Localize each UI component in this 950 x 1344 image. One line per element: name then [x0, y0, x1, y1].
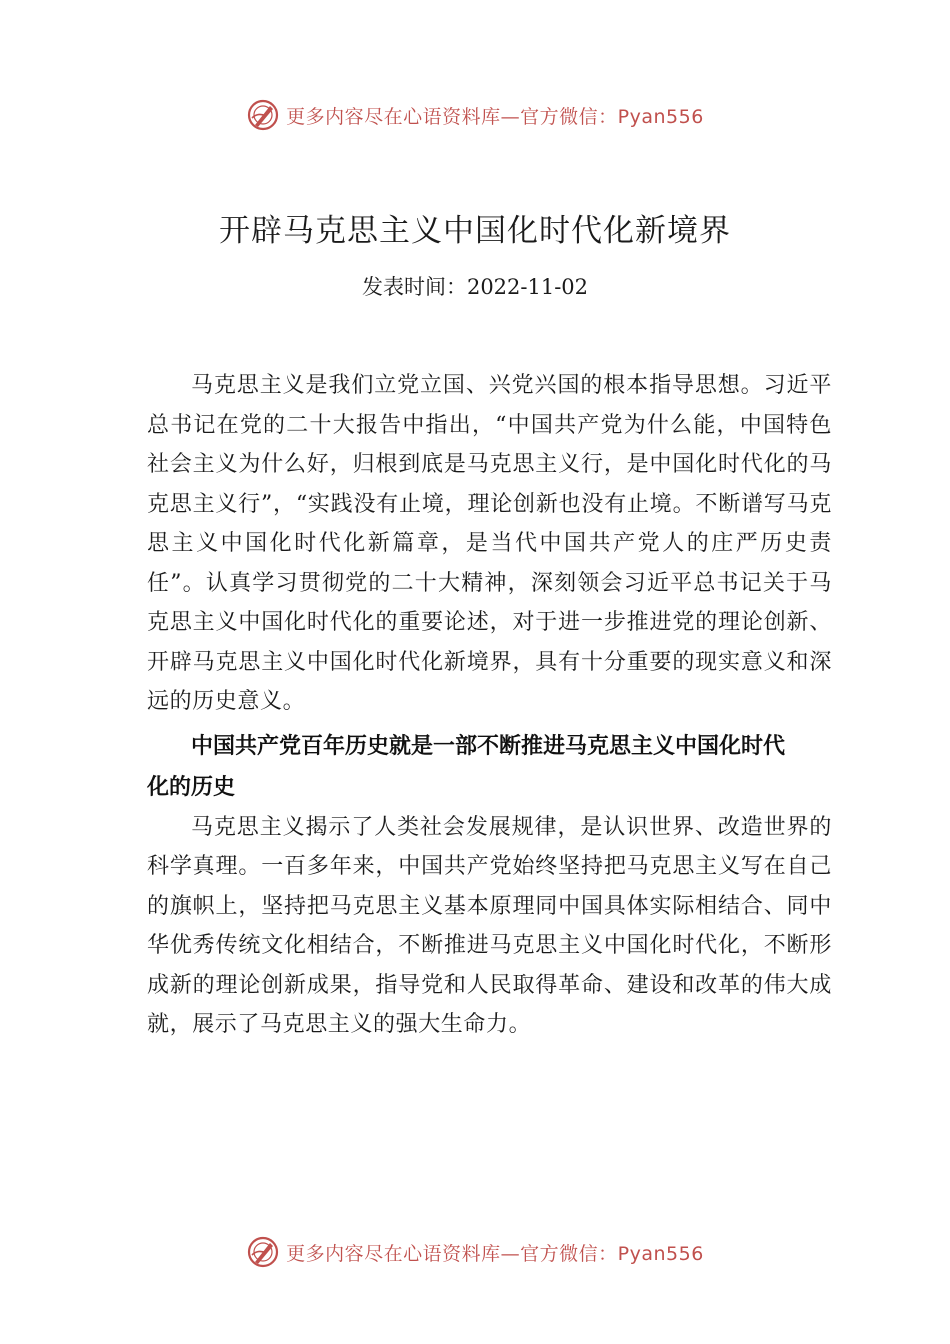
section-heading: 中国共产党百年历史就是一部不断推进马克思主义中国化时代化的历史 — [147, 733, 786, 800]
watermark-text: 更多内容尽在心语资料库—官方微信：Pyan556 — [286, 105, 704, 128]
paragraph-history: 马克思主义揭示了人类社会发展规律，是认识世界、改造世界的科学真理。一百多年来，中国共产党始终坚持把马克思主义写在自己的旗帜上，坚持把马克思主义基本原理同中国具体实际相结合、同中华优秀传统文化相结合，不断推进马克思主义中国化时代化，不断形成新的理论创新成果，指导党和人民取得革命、建设和改革的伟大成就，展示了马克思主义的强大生命力。 — [147, 814, 832, 1037]
article-title: 开辟马克思主义中国化时代化新境界 — [219, 213, 731, 249]
brand-logo-icon — [246, 98, 280, 132]
watermark-footer — [0, 1232, 950, 1272]
watermark-wechat-id: Pyan556 — [617, 1242, 704, 1265]
watermark-header — [0, 95, 950, 135]
paragraph-intro: 马克思主义是我们立党立国、兴党兴国的根本指导思想。习近平总书记在党的二十大报告中指出，“中国共产党为什么能，中国特色社会主义为什么好，归根到底是马克思主义行，是中国化时代化的马克思主义行”，“实践没有止境，理论创新也没有止境。不断谱写马克思主义中国化时代化新篇章，是当代中国共产党人的庄严历史责任”。认真学习贯彻党的二十大精神，深刻领会习近平总书记关于马克思主义中国化时代化的重要论述，对于进一步推进党的理论创新、开辟马克思主义中国化时代化新境界，具有十分重要的现实意义和深远的历史意义。 — [147, 373, 832, 714]
publish-date: 发表时间：2022-11-02 — [361, 275, 589, 299]
article-body — [147, 366, 832, 1045]
watermark-wechat-id: Pyan556 — [617, 105, 704, 128]
watermark-text: 更多内容尽在心语资料库—官方微信：Pyan556 — [286, 1242, 704, 1265]
brand-logo-icon — [246, 1235, 280, 1269]
